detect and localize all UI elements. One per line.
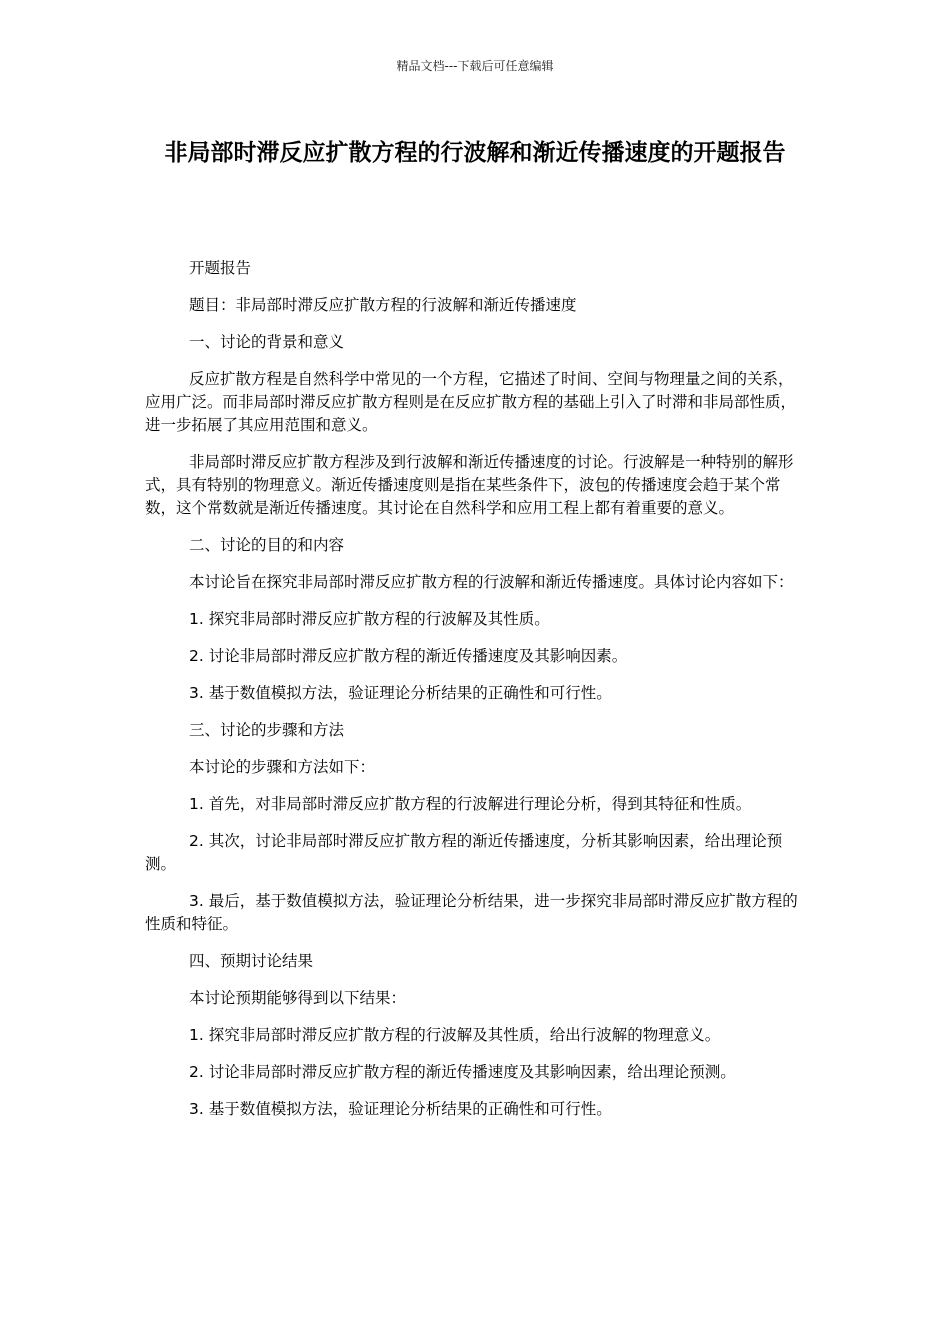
document-body bbox=[145, 257, 805, 1135]
page-header: 精品文档---下载后可任意编辑 bbox=[396, 59, 554, 73]
paragraph: 本讨论旨在探究非局部时滞反应扩散方程的行波解和渐近传播速度。具体讨论内容如下： bbox=[189, 573, 794, 591]
paragraph-topic: 题目：非局部时滞反应扩散方程的行波解和渐近传播速度 bbox=[189, 296, 577, 314]
list-item: 1. 探究非局部时滞反应扩散方程的行波解及其性质。 bbox=[189, 610, 550, 628]
section-heading-background: 一、讨论的背景和意义 bbox=[189, 333, 345, 351]
paragraph: 反应扩散方程是自然科学中常见的一个方程，它描述了时间、空间与物理量之间的关系，应用广泛。而非局部时滞反应扩散方程则是在反应扩散方程的基础上引入了时滞和非局部性质，进一步拓展了其应用范围和意义。 bbox=[145, 370, 797, 434]
paragraph: 本讨论的步骤和方法如下： bbox=[189, 758, 376, 776]
paragraph: 本讨论预期能够得到以下结果： bbox=[189, 989, 407, 1007]
section-heading-purpose: 二、讨论的目的和内容 bbox=[189, 536, 345, 554]
list-item: 1. 探究非局部时滞反应扩散方程的行波解及其性质，给出行波解的物理意义。 bbox=[189, 1026, 721, 1044]
document-title: 非局部时滞反应扩散方程的行波解和渐近传播速度的开题报告 bbox=[164, 140, 786, 166]
paragraph-report-label: 开题报告 bbox=[189, 259, 252, 277]
paragraph: 非局部时滞反应扩散方程涉及到行波解和渐近传播速度的讨论。行波解是一种特别的解形式，具有特别的物理意义。渐近传播速度则是指在某些条件下，波包的传播速度会趋于某个常数，这个常数就是渐近传播速度。其讨论在自然科学和应用工程上都有着重要的意义。 bbox=[145, 453, 794, 517]
list-item: 3. 基于数值模拟方法，验证理论分析结果的正确性和可行性。 bbox=[189, 684, 612, 702]
section-heading-expected-results: 四、预期讨论结果 bbox=[189, 952, 314, 970]
section-heading-methods: 三、讨论的步骤和方法 bbox=[189, 721, 345, 739]
list-item: 2. 讨论非局部时滞反应扩散方程的渐近传播速度及其影响因素。 bbox=[189, 647, 628, 665]
list-item: 1. 首先，对非局部时滞反应扩散方程的行波解进行理论分析，得到其特征和性质。 bbox=[189, 795, 752, 813]
list-item: 2. 其次，讨论非局部时滞反应扩散方程的渐近传播速度，分析其影响因素，给出理论预测。 bbox=[145, 832, 783, 873]
list-item: 3. 基于数值模拟方法，验证理论分析结果的正确性和可行性。 bbox=[189, 1100, 612, 1118]
list-item: 2. 讨论非局部时滞反应扩散方程的渐近传播速度及其影响因素，给出理论预测。 bbox=[189, 1063, 736, 1081]
list-item: 3. 最后，基于数值模拟方法，验证理论分析结果，进一步探究非局部时滞反应扩散方程的性质和特征。 bbox=[145, 892, 798, 933]
